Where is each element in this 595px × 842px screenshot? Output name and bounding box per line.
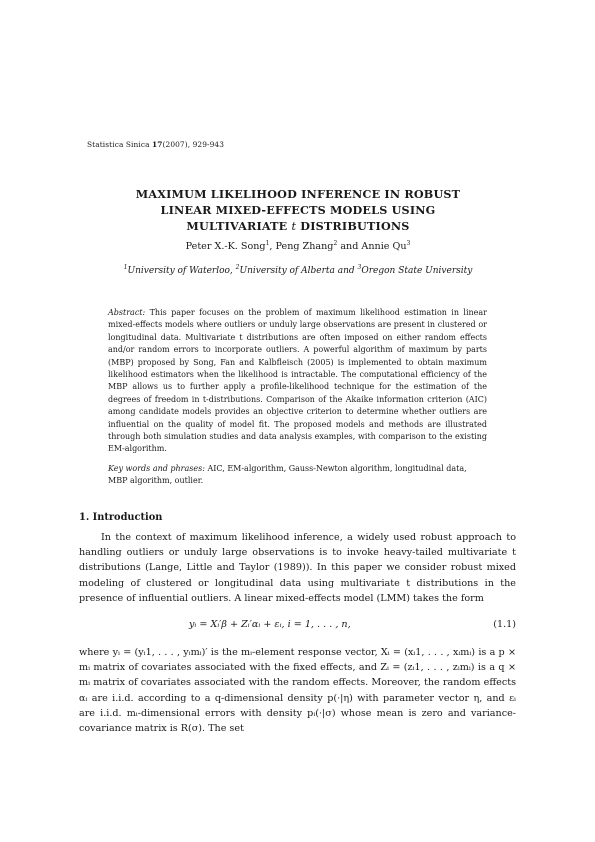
keywords-text: AIC, EM-algorithm, Gauss-Newton algorithm, longitudinal data, MBP algorithm, outlier.: [108, 464, 467, 486]
affiliation-1: University of Waterloo,: [127, 266, 236, 276]
affiliation-3: Oregon State University: [361, 266, 473, 276]
equation-number: (1.1): [493, 619, 516, 630]
equation-body: yᵢ = Xᵢ′β + Zᵢ′αᵢ + εᵢ, i = 1, . . . , n,: [189, 619, 351, 630]
title-line-3: MULTIVARIATE t DISTRIBUTIONS: [186, 219, 410, 233]
title-line-1: MAXIMUM LIKELIHOOD INFERENCE IN ROBUST: [135, 187, 461, 201]
title-line-2: LINEAR MIXED-EFFECTS MODELS USING: [160, 203, 436, 217]
intro-paragraph-1: In the context of maximum likelihood inference, a widely used robust approach to handling outliers or unduly large observations is to invoke heavy-tailed multivariate t distributions (Lange, Little and Taylor (1989)). In this paper we consider robust mixed modeling of clustered or longitudinal data using multivariate t distributions in the presence of influential outliers. A linear mixed-effects model (LMM) takes the form: [79, 532, 516, 604]
journal-name: Statistica Sinica: [87, 140, 150, 149]
keywords-label: Key words and phrases:: [108, 464, 205, 473]
running-header: [87, 140, 224, 149]
author-1: Peter X.-K. Song: [185, 241, 266, 252]
author-2: , Peng Zhang: [269, 241, 334, 252]
journal-volume: 17: [152, 140, 163, 149]
paper-title: [86, 186, 510, 235]
equation-1-1: [79, 619, 516, 635]
abstract: [108, 307, 487, 456]
author-3: and Annie Qu: [337, 241, 407, 252]
abstract-text: This paper focuses on the problem of maximum likelihood estimation in linear mixed-effects models where outliers or unduly large observations are present in clustered or longitudinal data. Multivariate t distributions are often imposed on either random effects and/or random errors to incorporate outliers. A powerful algorithm of maximum by parts (MBP) proposed by Song, Fan and Kalbfleisch (2005) is implemented to obtain maximum likelihood estimators when the likelihood is intractable. The computational efficiency of the MBP allows us to further apply a profile-likelihood technique for the estimation of the degrees of freedom in t-distributions. Comparison of the Akaike information criterion (AIC) among candidate models provides an objective criterion to determine whether outliers are influential on the quality of model fit. The proposed models and methods are illustrated through both simulation studies and data analysis examples, with comparison to the existing EM-algorithm.: [108, 308, 487, 454]
section-heading: 1. Introduction: [79, 512, 163, 523]
abstract-label: Abstract:: [108, 308, 146, 317]
affiliations: $^1$University of Waterloo, $^2$University of Alberta and $^3$Oregon State University: [123, 264, 473, 276]
author-list: Peter X.-K. Song$^1$, Peng Zhang$^2$ and Annie Qu$^3$: [185, 240, 411, 252]
keywords: [108, 463, 487, 487]
affiliation-2: University of Alberta and: [239, 266, 358, 276]
journal-year-pages: (2007), 929-943: [162, 140, 225, 149]
intro-paragraph-2: where yᵢ = (yᵢ1, . . . , yᵢmᵢ)′ is the mᵢ-element response vector, Xᵢ = (xᵢ1, . . . , xᵢmᵢ) is a p × mᵢ matrix of covariates associated with the fixed effects, and Zᵢ = (zᵢ1, . . . , zᵢmᵢ) is a q × mᵢ matrix of covariates associated with the random effects. Moreover, the random effects αᵢ are i.i.d. according to a q-dimensional density p(·|η) with parameter vector η, and εᵢ are i.i.d. mᵢ-dimensional errors with density pᵢ(·|σ) whose mean is zero and variance-covariance matrix is R(σ). The set: [79, 647, 516, 735]
